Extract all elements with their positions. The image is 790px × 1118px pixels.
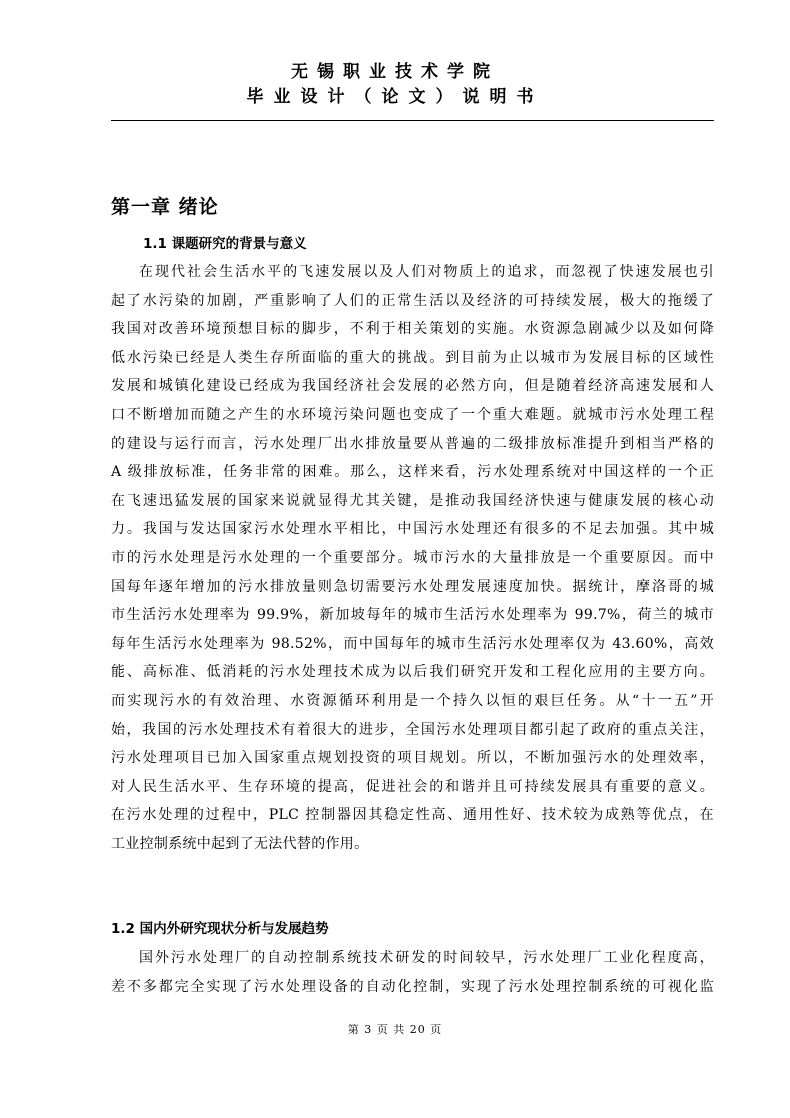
paragraph-line: 在飞速迅猛发展的国家来说就显得尤其关键，是推动我国经济快速与健康发展的核心动 bbox=[111, 492, 714, 509]
paragraph-line: 工业控制系统中起到了无法代替的作用。 bbox=[111, 835, 369, 852]
paragraph-line: 低水污染已经是人类生存所面临的重大的挑战。到目前为止以城市为发展目标的区域性 bbox=[111, 349, 714, 366]
paragraph-line: 在现代社会生活水平的飞速发展以及人们对物质上的追求，而忽视了快速发展也引 bbox=[139, 264, 714, 280]
paragraph-line: 污水处理项目已加入国家重点规划投资的项目规划。所以，不断加强污水的处理效率， bbox=[111, 750, 714, 767]
section-1-2-body bbox=[111, 944, 714, 1001]
paragraph-line: 的建设与运行而言，污水处理厂出水排放量要从普遍的二级排放标准提升到相当严格的 bbox=[111, 435, 714, 452]
paragraph-line: 国每年逐年增加的污水排放量则急切需要污水处理发展速度加快。据统计，摩洛哥的城 bbox=[111, 578, 714, 595]
paragraph-line: 发展和城镇化建设已经成为我国经济社会发展的必然方向，但是随着经济高速发展和人 bbox=[111, 378, 714, 395]
header-divider bbox=[111, 120, 714, 121]
section-heading-1-1: 1.1 课题研究的背景与意义 bbox=[143, 236, 307, 252]
paragraph-line: 对人民生活水平、生存环境的提高，促进社会的和谐并且可持续发展具有重要的意义。 bbox=[111, 778, 714, 795]
paragraph-line: A 级排放标准，任务非常的困难。那么，这样来看，污水处理系统对中国这样的一个正 bbox=[111, 464, 714, 481]
paragraph-line: 我国对改善环境预想目标的脚步，不利于相关策划的实施。水资源急剧减少以及如何降 bbox=[111, 321, 714, 338]
page-number-footer: 第 3 页 共 20 页 bbox=[347, 1023, 443, 1036]
paragraph-line: 差不多都完全实现了污水处理设备的自动化控制，实现了污水处理控制系统的可视化监 bbox=[111, 978, 714, 995]
paragraph-line: 而实现污水的有效治理、水资源循环利用是一个持久以恒的艰巨任务。从“十一五”开 bbox=[111, 692, 714, 709]
paragraph-line: 起了水污染的加剧，严重影响了人们的正常生活以及经济的可持续发展，极大的拖缓了 bbox=[111, 292, 714, 309]
paragraph-line: 力。我国与发达国家污水处理水平相比，中国污水处理还有很多的不足去加强。其中城 bbox=[111, 521, 714, 538]
section-heading-1-2: 1.2 国内外研究现状分析与发展趋势 bbox=[111, 921, 329, 937]
paragraph-line: 每年生活污水处理率为 98.52%，而中国每年的城市生活污水处理率仅为 43.60%，高效 bbox=[111, 635, 714, 652]
header-document-type: 毕业设计（论文）说明书 bbox=[246, 87, 544, 107]
paragraph-line: 口不断增加而随之产生的水环境污染问题也变成了一个重大难题。就城市污水处理工程 bbox=[111, 406, 714, 423]
paragraph-line: 能、高标准、低消耗的污水处理技术成为以后我们研究开发和工程化应用的主要方向。 bbox=[111, 664, 714, 681]
paragraph-line: 市的污水处理是污水处理的一个重要部分。城市污水的大量排放是一个重要原因。而中 bbox=[111, 549, 714, 566]
paragraph-line: 国外污水处理厂的自动控制系统技术研发的时间较早，污水处理厂工业化程度高， bbox=[139, 950, 714, 966]
section-1-1-body bbox=[111, 258, 714, 858]
header-school-name: 无锡职业技术学院 bbox=[291, 62, 499, 82]
paragraph-line: 在污水处理的过程中，PLC 控制器因其稳定性高、通用性好、技术较为成熟等优点，在 bbox=[111, 807, 714, 824]
paragraph-line: 始，我国的污水处理技术有着很大的进步，全国污水处理项目都引起了政府的重点关注， bbox=[111, 721, 714, 738]
paragraph-line: 市生活污水处理率为 99.9%，新加坡每年的城市生活污水处理率为 99.7%，荷兰的城市 bbox=[111, 607, 714, 624]
chapter-title: 第一章 绪论 bbox=[111, 196, 219, 218]
